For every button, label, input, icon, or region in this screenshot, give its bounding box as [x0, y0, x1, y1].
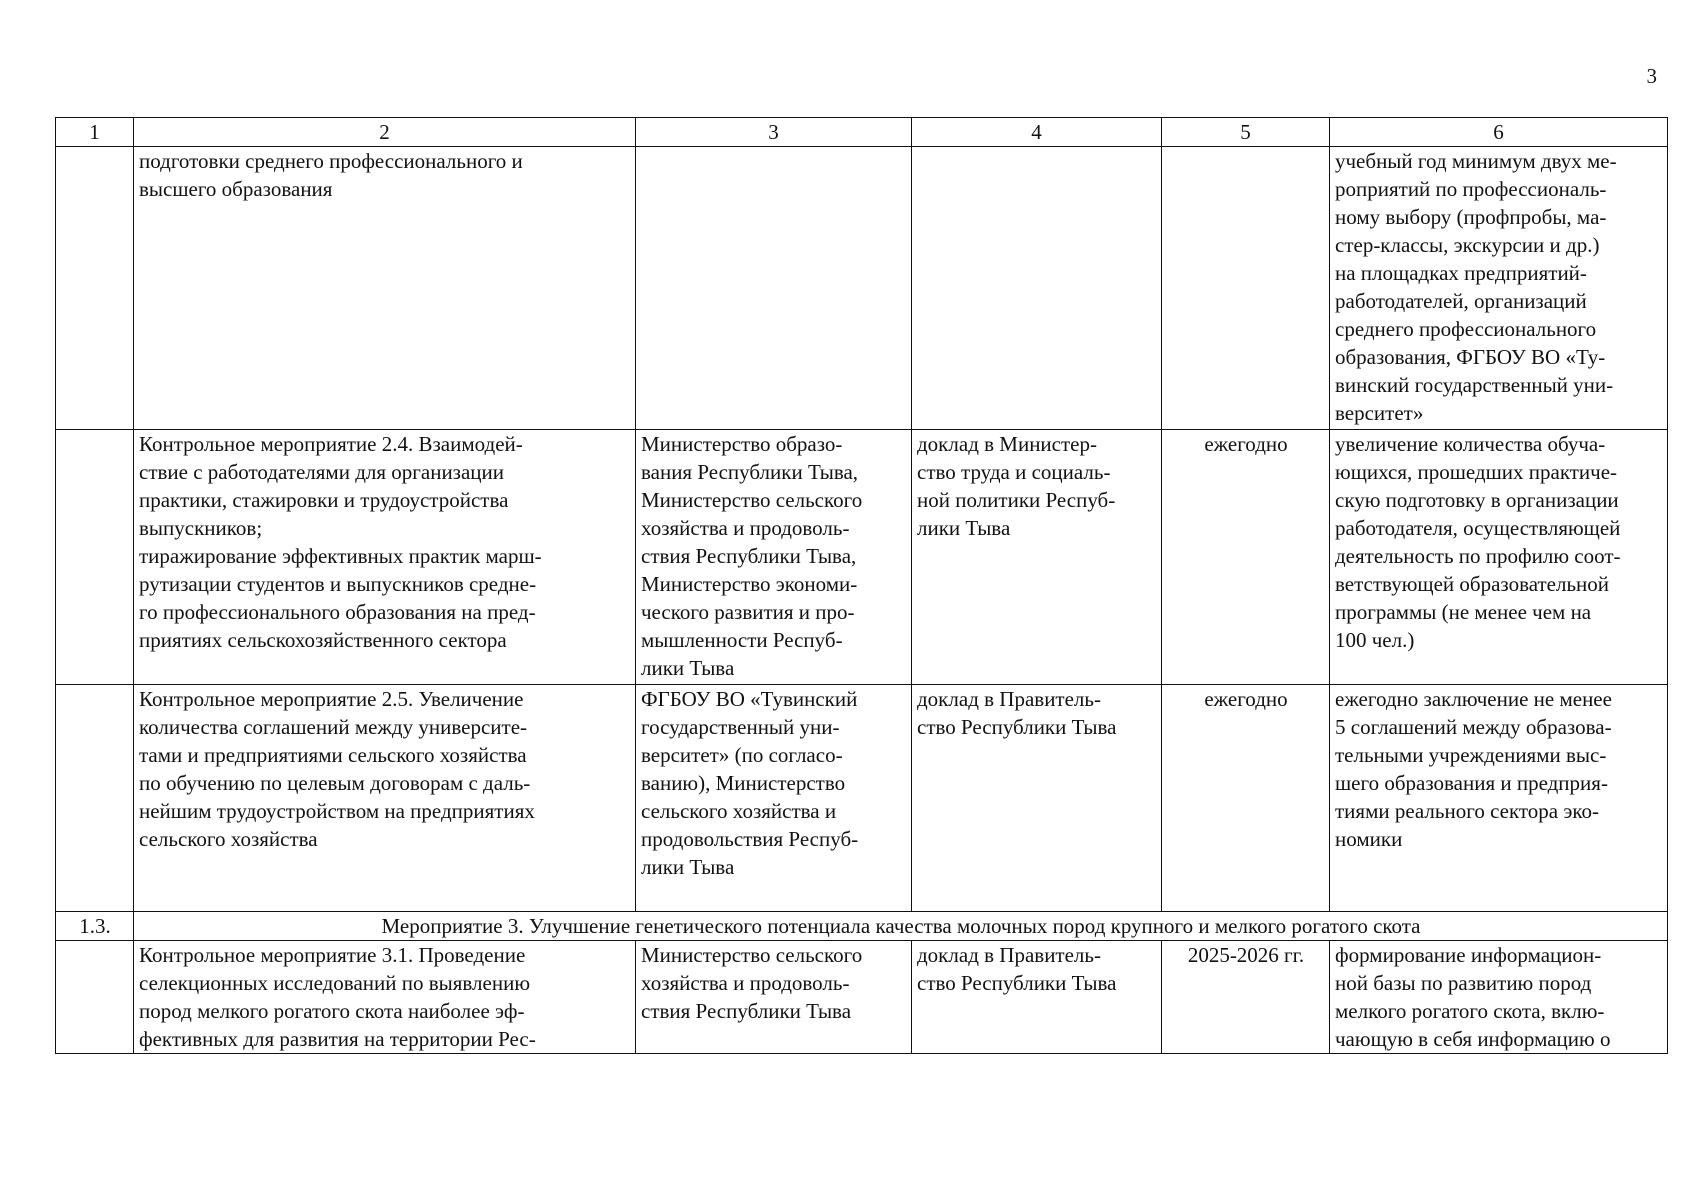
table-header-row [56, 118, 1668, 147]
table-cell-report: доклад в Правитель- ство Республики Тыва [912, 941, 1162, 1054]
column-header-3: 3 [636, 118, 912, 147]
table-cell-result: увеличение количества обуча- ющихся, прошедших практиче- скую подготовку в организации работодателя, осуществляющей деятельность по профилю соот- ветствующей образовательной программы (не менее чем на 100 чел.) [1330, 430, 1668, 685]
table-cell-result: учебный год минимум двух ме- роприятий по профессиональ- ному выбору (профпробы, ма- стер-классы, экскурсии и др.) на площадках предприятий- работодателей, организаций среднего профессионального образования, ФГБОУ ВО «Ту- винский государственный уни- верситет» [1330, 147, 1668, 430]
table-cell-responsible: Министерство сельского хозяйства и продоволь- ствия Республики Тыва [636, 941, 912, 1054]
table-row [56, 941, 1668, 1054]
page-number: 3 [1646, 64, 1657, 88]
table-row [56, 147, 1668, 430]
table-cell-measure: Контрольное мероприятие 2.5. Увеличение количества соглашений между университе- тами и предприятиями сельского хозяйства по обучению по целевым договорам с даль- нейшим трудоустройством на предприятиях сельского хозяйства [134, 685, 636, 912]
table-cell-number [56, 430, 134, 685]
table-cell-number [56, 685, 134, 912]
table-cell-measure: подготовки среднего профессионального и высшего образования [134, 147, 636, 430]
table-cell-number [56, 147, 134, 430]
table-cell-deadline: ежегодно [1162, 430, 1330, 685]
table-cell-responsible: ФГБОУ ВО «Тувинский государственный уни- верситет» (по согласо- ванию), Министерство сельского хозяйства и продовольствия Респуб- лики Тыва [636, 685, 912, 912]
table-cell-deadline: 2025-2026 гг. [1162, 941, 1330, 1054]
column-header-5: 5 [1162, 118, 1330, 147]
section-row [56, 912, 1668, 941]
section-title: Мероприятие 3. Улучшение генетического потенциала качества молочных пород крупного и мелкого рогатого скота [134, 912, 1668, 941]
table-cell-measure: Контрольное мероприятие 2.4. Взаимодей- ствие с работодателями для организации практики, стажировки и трудоустройства выпускников; тиражирование эффективных практик марш- рутизации студентов и выпускников средне- го профессионального образования на пред- приятиях сельскохозяйственного сектора [134, 430, 636, 685]
column-header-2: 2 [134, 118, 636, 147]
table-cell-result: формирование информацион- ной базы по развитию пород мелкого рогатого скота, вклю- чающую в себя информацию о [1330, 941, 1668, 1054]
table-cell-responsible: Министерство образо- вания Республики Тыва, Министерство сельского хозяйства и продоволь- ствия Республики Тыва, Министерство экономи- ческого развития и про- мышленности Респуб- лики Тыва [636, 430, 912, 685]
table-row [56, 685, 1668, 912]
column-header-4: 4 [912, 118, 1162, 147]
table-cell-responsible [636, 147, 912, 430]
table-cell-report: доклад в Правитель- ство Республики Тыва [912, 685, 1162, 912]
table-row [56, 430, 1668, 685]
table-cell-report [912, 147, 1162, 430]
table-cell-measure: Контрольное мероприятие 3.1. Проведение селекционных исследований по выявлению пород мелкого рогатого скота наиболее эф- фективных для развития на территории Рес- [134, 941, 636, 1054]
column-header-6: 6 [1330, 118, 1668, 147]
table-cell-deadline [1162, 147, 1330, 430]
table-cell-report: доклад в Министер- ство труда и социаль- ной политики Респуб- лики Тыва [912, 430, 1162, 685]
column-header-1: 1 [56, 118, 134, 147]
section-number: 1.3. [56, 912, 134, 941]
measures-table [55, 117, 1668, 1054]
table-cell-number [56, 941, 134, 1054]
table-cell-deadline: ежегодно [1162, 685, 1330, 912]
table-cell-result: ежегодно заключение не менее 5 соглашений между образова- тельными учреждениями выс- шего образования и предприя- тиями реального сектора эко- номики [1330, 685, 1668, 912]
